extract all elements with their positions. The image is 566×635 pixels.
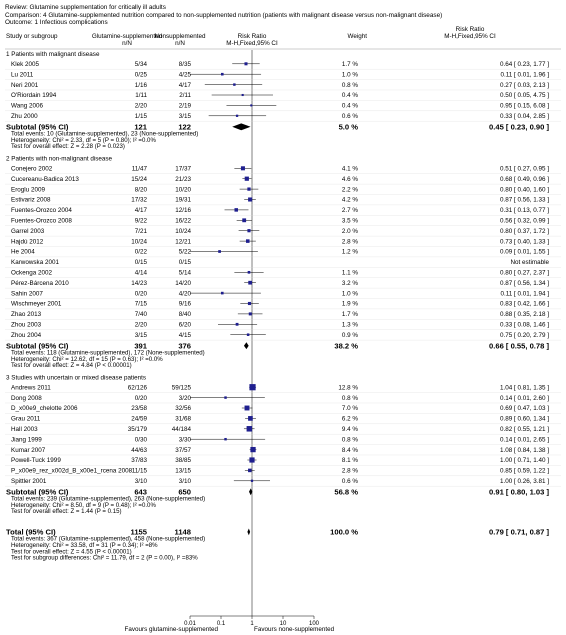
subtotal-label: Subtotal (95% CI) (6, 341, 69, 351)
study-exp: 0/20 (134, 290, 147, 298)
header-plot-sub: M-H,Fixed,95% CI (226, 40, 278, 47)
study-name: Zhou 2003 (11, 321, 42, 329)
study-weight: 2.8 % (341, 467, 358, 475)
effect-square (247, 229, 250, 232)
study-weight: 7.0 % (341, 405, 358, 413)
study-exp: 1/16 (134, 81, 147, 89)
study-ci: 0.11 [ 0.01, 1.96 ] (500, 71, 549, 79)
study-ci: 0.88 [ 0.35, 2.18 ] (499, 311, 549, 319)
study-exp: 1/15 (134, 113, 147, 120)
study-exp: 5/34 (134, 61, 147, 68)
study-exp: 7/40 (134, 311, 147, 319)
study-name: Wang 2006 (11, 102, 43, 110)
study-ci: 1.04 [ 0.81, 1.35 ] (499, 384, 549, 392)
study-ctrl: 31/68 (175, 415, 191, 423)
study-weight: 4.1 % (341, 165, 358, 173)
study-ctrl: 2/19 (178, 102, 191, 110)
effect-square (248, 416, 253, 421)
study-ci: 0.33 [ 0.04, 2.85 ] (499, 113, 549, 120)
study-weight: 4.2 % (341, 196, 358, 204)
subtotal-exp: 391 (134, 341, 147, 351)
study-exp: 35/179 (127, 426, 147, 433)
study-exp: 3/15 (134, 331, 147, 339)
header-exp: Glutamine-supplemented (91, 33, 163, 40)
subgroup-stat: Heterogeneity: Chi² = 2.33, df = 5 (P = 0.80); I² =0.0% (11, 136, 156, 144)
study-ci: 0.82 [ 0.55, 1.21 ] (499, 426, 549, 433)
subtotal-ci: 0.45 [ 0.23, 0.90 ] (489, 122, 549, 132)
study-ci: 1.00 [ 0.71, 1.40 ] (499, 457, 549, 465)
study-ci: 0.85 [ 0.59, 1.22 ] (499, 467, 549, 475)
study-weight: 2.8 % (341, 238, 358, 246)
study-weight: 8.1 % (341, 457, 358, 465)
study-ci: 0.73 [ 0.40, 1.33 ] (499, 238, 549, 246)
study-exp: 24/59 (131, 415, 147, 423)
subgroup-stat: Total events: 239 (Glutamine-supplemented), 263 (None-supplemented) (11, 495, 206, 503)
header-plot: Risk Ratio (237, 33, 267, 40)
effect-square (249, 384, 255, 390)
study-name: Karwowska 2001 (11, 259, 59, 267)
study-name: Hall 2003 (11, 426, 38, 433)
study-weight: 2.0 % (341, 227, 358, 235)
study-ctrl: 3/15 (178, 113, 191, 120)
study-ci: 0.95 [ 0.15, 6.08 ] (499, 102, 549, 110)
study-name: Zhao 2013 (11, 311, 42, 319)
study-exp: 3/10 (134, 478, 147, 485)
study-weight: 2.2 % (341, 186, 358, 194)
total-label: Total (95% CI) (6, 527, 56, 537)
total-ctrl: 1148 (174, 527, 191, 537)
study-ctrl: 6/20 (178, 321, 191, 329)
subgroup-stat: Heterogeneity: Chi² = 8.50, df = 9 (P = 0.48); I² =0.0% (11, 501, 156, 509)
effect-square (247, 333, 250, 336)
total-ci: 0.79 [ 0.71, 0.87 ] (489, 527, 549, 537)
study-ctrl: 37/57 (175, 446, 191, 454)
study-ctrl: 8/40 (178, 311, 191, 319)
study-exp: 14/23 (131, 279, 147, 287)
study-exp: 8/20 (134, 186, 147, 194)
column-headers (6, 26, 496, 47)
effect-square (241, 166, 245, 170)
study-weight: 0.6 % (341, 478, 358, 485)
effect-square (248, 271, 251, 274)
study-ci: 0.80 [ 0.37, 1.72 ] (499, 227, 549, 235)
effect-square (224, 396, 226, 398)
effect-square (221, 292, 224, 295)
study-exp: 0/15 (134, 259, 147, 267)
study-ci: 0.80 [ 0.40, 1.60 ] (499, 186, 549, 194)
subtotal-weight: 56.8 % (334, 487, 358, 497)
study-name: O'Riordain 1994 (11, 92, 57, 100)
study-ci: 0.80 [ 0.27, 2.37 ] (499, 269, 549, 277)
study-weight: 0.6 % (341, 113, 358, 120)
study-name: Dong 2008 (11, 394, 42, 402)
study-exp: 7/15 (134, 300, 147, 308)
study-ci: 1.08 [ 0.84, 1.38 ] (499, 446, 549, 454)
study-name: Fuentes-Orozco 2008 (11, 217, 72, 225)
study-weight: 2.7 % (341, 207, 358, 215)
subgroup-stat: Total events: 10 (Glutamine-supplemented), 23 (None-supplemented) (11, 130, 199, 138)
study-ci: 0.31 [ 0.13, 0.77 ] (499, 207, 549, 215)
study-ci: Not estimable (510, 259, 549, 267)
effect-square (248, 281, 252, 285)
study-weight: 3.5 % (341, 217, 358, 225)
subgroup-stat: Heterogeneity: Chi² = 12.62, df = 15 (P = 0.63); I² =0.0% (11, 355, 163, 363)
study-name: Garrel 2003 (11, 227, 45, 235)
subtotal-diamond (244, 342, 249, 349)
subgroup-stat: Test for overall effect: Z = 4.84 (P < 0.00001) (11, 362, 132, 370)
study-weight: 12.8 % (338, 384, 358, 392)
study-name: Zhu 2000 (11, 113, 38, 120)
study-exp: 15/24 (131, 175, 147, 183)
study-weight: 3.2 % (341, 279, 358, 287)
study-weight: 4.6 % (341, 175, 358, 183)
effect-square (250, 104, 252, 106)
study-ctrl: 5/22 (178, 248, 191, 256)
effect-square (248, 302, 251, 305)
effect-square (224, 438, 226, 440)
favours-left-label: Favours glutamine-supplemented (124, 626, 218, 633)
study-name: D_x00e9_chelotte 2006 (11, 405, 78, 413)
study-weight: 1.3 % (341, 321, 358, 329)
comparison-title: Comparison: 4 Glutamine-supplemented nutrition compared to non-supplemented nutrition (patients with malignant disease versus non-malignant disease) (5, 11, 443, 19)
study-weight: 9.4 % (341, 426, 358, 433)
study-ctrl: 32/56 (175, 405, 191, 413)
effect-square (245, 177, 249, 181)
x-tick-label: 1 (250, 621, 254, 627)
study-name: Eroglu 2009 (11, 186, 45, 194)
subtotal-ci: 0.66 [ 0.55, 0.78 ] (489, 341, 549, 351)
study-ci: 0.64 [ 0.23, 1.77 ] (499, 61, 549, 68)
effect-square (251, 480, 253, 482)
header-ratio-sub: M-H,Fixed,95% CI (444, 33, 496, 40)
study-name: Lu 2011 (11, 71, 34, 79)
subgroup-title: 1 Patients with malignant disease (6, 51, 100, 58)
effect-square (233, 83, 235, 85)
study-exp: 7/21 (134, 227, 147, 235)
study-ci: 0.14 [ 0.01, 2.60 ] (499, 394, 549, 402)
study-exp: 62/126 (127, 384, 147, 392)
study-name: He 2004 (11, 248, 35, 256)
subtotal-label: Subtotal (95% CI) (6, 122, 69, 132)
study-exp: 1/11 (135, 92, 147, 100)
study-ctrl: 21/23 (175, 175, 191, 183)
study-exp: 4/14 (134, 269, 147, 277)
x-tick-label: 0.1 (216, 621, 226, 627)
study-weight: 0.8 % (341, 394, 358, 402)
study-ctrl: 10/20 (175, 186, 191, 194)
total-stat: Test for subgroup differences: Chi² = 11.79, df = 2 (P = 0.00), I² =83% (11, 554, 198, 562)
effect-square (248, 197, 252, 201)
study-weight: 1.7 % (341, 61, 358, 68)
study-ctrl: 13/15 (175, 467, 191, 475)
study-name: Klek 2005 (11, 61, 40, 68)
effect-square (218, 250, 221, 253)
effect-square (246, 239, 250, 243)
study-exp: 44/63 (131, 446, 147, 454)
subtotal-ctrl: 650 (178, 487, 191, 497)
study-ci: 0.14 [ 0.01, 2.65 ] (499, 436, 549, 444)
study-weight: 0.4 % (341, 92, 358, 100)
study-name: Estivariz 2008 (11, 196, 51, 204)
subtotal-weight: 5.0 % (338, 122, 358, 132)
effect-square (244, 62, 247, 65)
study-name: Neri 2001 (11, 81, 39, 89)
forest-rows (5, 49, 561, 633)
study-ctrl: 12/16 (175, 207, 191, 215)
study-name: Pérez-Bárcena 2010 (11, 279, 69, 287)
study-exp: 0/25 (134, 71, 147, 79)
subgroup-title: 2 Patients with non-malignant disease (6, 155, 113, 163)
effect-square (236, 115, 238, 117)
total-weight: 100.0 % (330, 527, 358, 537)
study-ctrl: 8/35 (178, 61, 191, 68)
study-ci: 0.68 [ 0.49, 0.96 ] (499, 175, 549, 183)
subtotal-diamond (232, 123, 250, 130)
study-name: Grau 2011 (11, 415, 41, 423)
study-exp: 0/22 (134, 248, 147, 256)
study-exp: 4/17 (134, 207, 147, 215)
study-exp: 10/24 (131, 238, 147, 246)
study-ctrl: 4/17 (178, 81, 191, 89)
x-tick-label: 100 (308, 621, 320, 627)
study-ctrl: 0/15 (178, 259, 191, 267)
study-ctrl: 9/16 (178, 300, 191, 308)
study-ctrl: 5/14 (178, 269, 191, 277)
study-exp: 11/47 (131, 165, 147, 173)
study-ctrl: 38/85 (175, 457, 191, 465)
study-ci: 0.69 [ 0.47, 1.03 ] (499, 405, 549, 413)
header-ratio: Risk Ratio (455, 26, 485, 33)
subgroup-title: 3 Studies with uncertain or mixed disease patients (6, 374, 147, 382)
study-ci: 0.09 [ 0.01, 1.55 ] (499, 248, 549, 256)
study-ctrl: 3/20 (178, 394, 191, 402)
effect-square (248, 469, 252, 473)
study-name: Conejero 2002 (11, 165, 53, 173)
study-name: Cucereanu-Badica 2013 (11, 175, 79, 183)
study-ci: 0.87 [ 0.56, 1.34 ] (499, 279, 549, 287)
effect-square (242, 218, 246, 222)
study-name: Hajdú 2012 (11, 238, 44, 246)
study-weight: 1.0 % (341, 71, 358, 79)
total-stat: Total events: 367 (Glutamine-supplemented), 458 (None-supplemented) (11, 535, 206, 543)
study-weight: 0.8 % (341, 81, 358, 89)
subgroup-stat: Test for overall effect: Z = 1.44 (P = 0.15) (11, 508, 122, 516)
subtotal-weight: 38.2 % (334, 341, 358, 351)
study-ctrl: 44/184 (171, 426, 191, 433)
study-ci: 0.11 [ 0.01, 1.94 ] (500, 290, 549, 298)
study-exp: 11/15 (131, 467, 147, 475)
effect-square (236, 323, 239, 326)
study-ctrl: 10/24 (175, 227, 191, 235)
study-exp: 2/20 (134, 102, 147, 110)
header-ctrl: Nonsupplemented (154, 33, 206, 40)
study-weight: 0.8 % (341, 436, 358, 444)
subtotal-exp: 643 (134, 487, 147, 497)
study-name: Spittler 2001 (11, 478, 47, 485)
subtotal-label: Subtotal (95% CI) (6, 487, 69, 497)
effect-square (234, 208, 238, 212)
study-ctrl: 19/31 (175, 196, 191, 204)
subtotal-exp: 121 (134, 122, 147, 132)
study-weight: 6.2 % (341, 415, 358, 423)
header-weight: Weight (347, 33, 367, 40)
study-name: Zhou 2004 (11, 331, 42, 339)
study-name: Ockenga 2002 (11, 269, 52, 277)
study-ci: 0.33 [ 0.08, 1.46 ] (499, 321, 549, 329)
favours-right-label: Favours none-supplemented (254, 626, 335, 633)
study-ci: 0.83 [ 0.42, 1.66 ] (499, 300, 549, 308)
study-exp: 9/22 (134, 217, 147, 225)
header-study: Study or subgroup (6, 33, 58, 40)
study-weight: 1.2 % (341, 248, 358, 256)
study-ctrl: 4/20 (178, 290, 191, 298)
x-tick-label: 0.01 (184, 621, 196, 627)
study-weight: 1.1 % (341, 269, 358, 277)
subtotal-ctrl: 376 (178, 341, 191, 351)
subgroup-stat: Total events: 118 (Glutamine-supplemented), 172 (None-supplemented) (11, 349, 205, 357)
study-exp: 23/58 (131, 405, 147, 413)
outcome-title: Outcome: 1 Infectious complications (5, 19, 108, 27)
header-exp-sub: n/N (122, 40, 132, 47)
review-title: Review: Glutamine supplementation for critically ill adults (5, 4, 166, 11)
study-ci: 0.27 [ 0.03, 2.13 ] (499, 81, 549, 89)
study-ctrl: 17/37 (175, 165, 191, 173)
study-weight: 8.4 % (341, 446, 358, 454)
study-exp: 17/32 (131, 196, 147, 204)
study-weight: 1.0 % (341, 290, 358, 298)
study-exp: 37/83 (131, 457, 147, 465)
study-name: Sahin 2007 (11, 290, 43, 298)
study-name: Andrews 2011 (11, 384, 51, 392)
total-exp: 1155 (130, 527, 147, 537)
effect-square (249, 312, 252, 315)
header-ctrl-sub: n/N (175, 40, 185, 47)
study-ctrl: 3/10 (178, 478, 191, 485)
study-name: Powell-Tuck 1999 (11, 457, 61, 465)
study-weight: 0.9 % (341, 331, 358, 339)
subtotal-ci: 0.91 [ 0.80, 1.03 ] (489, 487, 549, 497)
study-name: P_x00e9_rez_x002d_B_x00e1_rcena 2008 (11, 467, 133, 475)
study-name: Wischmeyer 2001 (11, 300, 62, 308)
study-name: Jiang 1999 (11, 436, 42, 444)
study-ci: 1.00 [ 0.26, 3.81 ] (499, 478, 549, 485)
effect-square (221, 73, 224, 76)
study-weight: 0.4 % (341, 102, 358, 110)
study-exp: 0/20 (134, 394, 147, 402)
study-ci: 0.50 [ 0.05, 4.75 ] (499, 92, 549, 100)
subtotal-ctrl: 122 (178, 122, 191, 132)
study-ctrl: 59/125 (171, 384, 191, 392)
total-diamond (247, 529, 250, 536)
study-name: Kumar 2007 (11, 446, 46, 454)
total-stat: Test for overall effect: Z = 4.55 (P < 0.00001) (11, 548, 132, 556)
subgroup-stat: Test for overall effect: Z = 2.28 (P = 0.023) (11, 143, 125, 151)
study-ci: 0.51 [ 0.27, 0.95 ] (499, 165, 549, 173)
effect-square (247, 187, 250, 190)
study-ctrl: 2/11 (179, 92, 191, 100)
study-ctrl: 16/22 (175, 217, 191, 225)
study-ctrl: 12/21 (175, 238, 191, 246)
study-ci: 0.56 [ 0.32, 0.99 ] (499, 217, 549, 225)
study-exp: 0/30 (134, 436, 147, 444)
study-ctrl: 14/20 (175, 279, 191, 287)
study-weight: 1.7 % (341, 311, 358, 319)
study-ctrl: 3/30 (178, 436, 191, 444)
effect-square (250, 447, 255, 452)
effect-square (242, 94, 244, 96)
total-stat: Heterogeneity: Chi² = 33.58, df = 31 (P = 0.34); I² =8% (11, 542, 158, 549)
effect-square (245, 406, 250, 411)
effect-square (249, 457, 254, 462)
study-weight: 1.9 % (341, 300, 358, 308)
study-ctrl: 4/15 (178, 331, 191, 339)
x-tick-label: 10 (279, 621, 287, 627)
study-exp: 2/20 (134, 321, 147, 329)
study-ctrl: 4/25 (178, 71, 191, 79)
study-ci: 0.75 [ 0.20, 2.79 ] (499, 331, 549, 339)
effect-square (247, 426, 252, 431)
study-ci: 0.87 [ 0.56, 1.33 ] (499, 196, 549, 204)
study-name: Fuentes-Orozco 2004 (11, 207, 72, 215)
study-ci: 0.89 [ 0.60, 1.34 ] (499, 415, 549, 423)
